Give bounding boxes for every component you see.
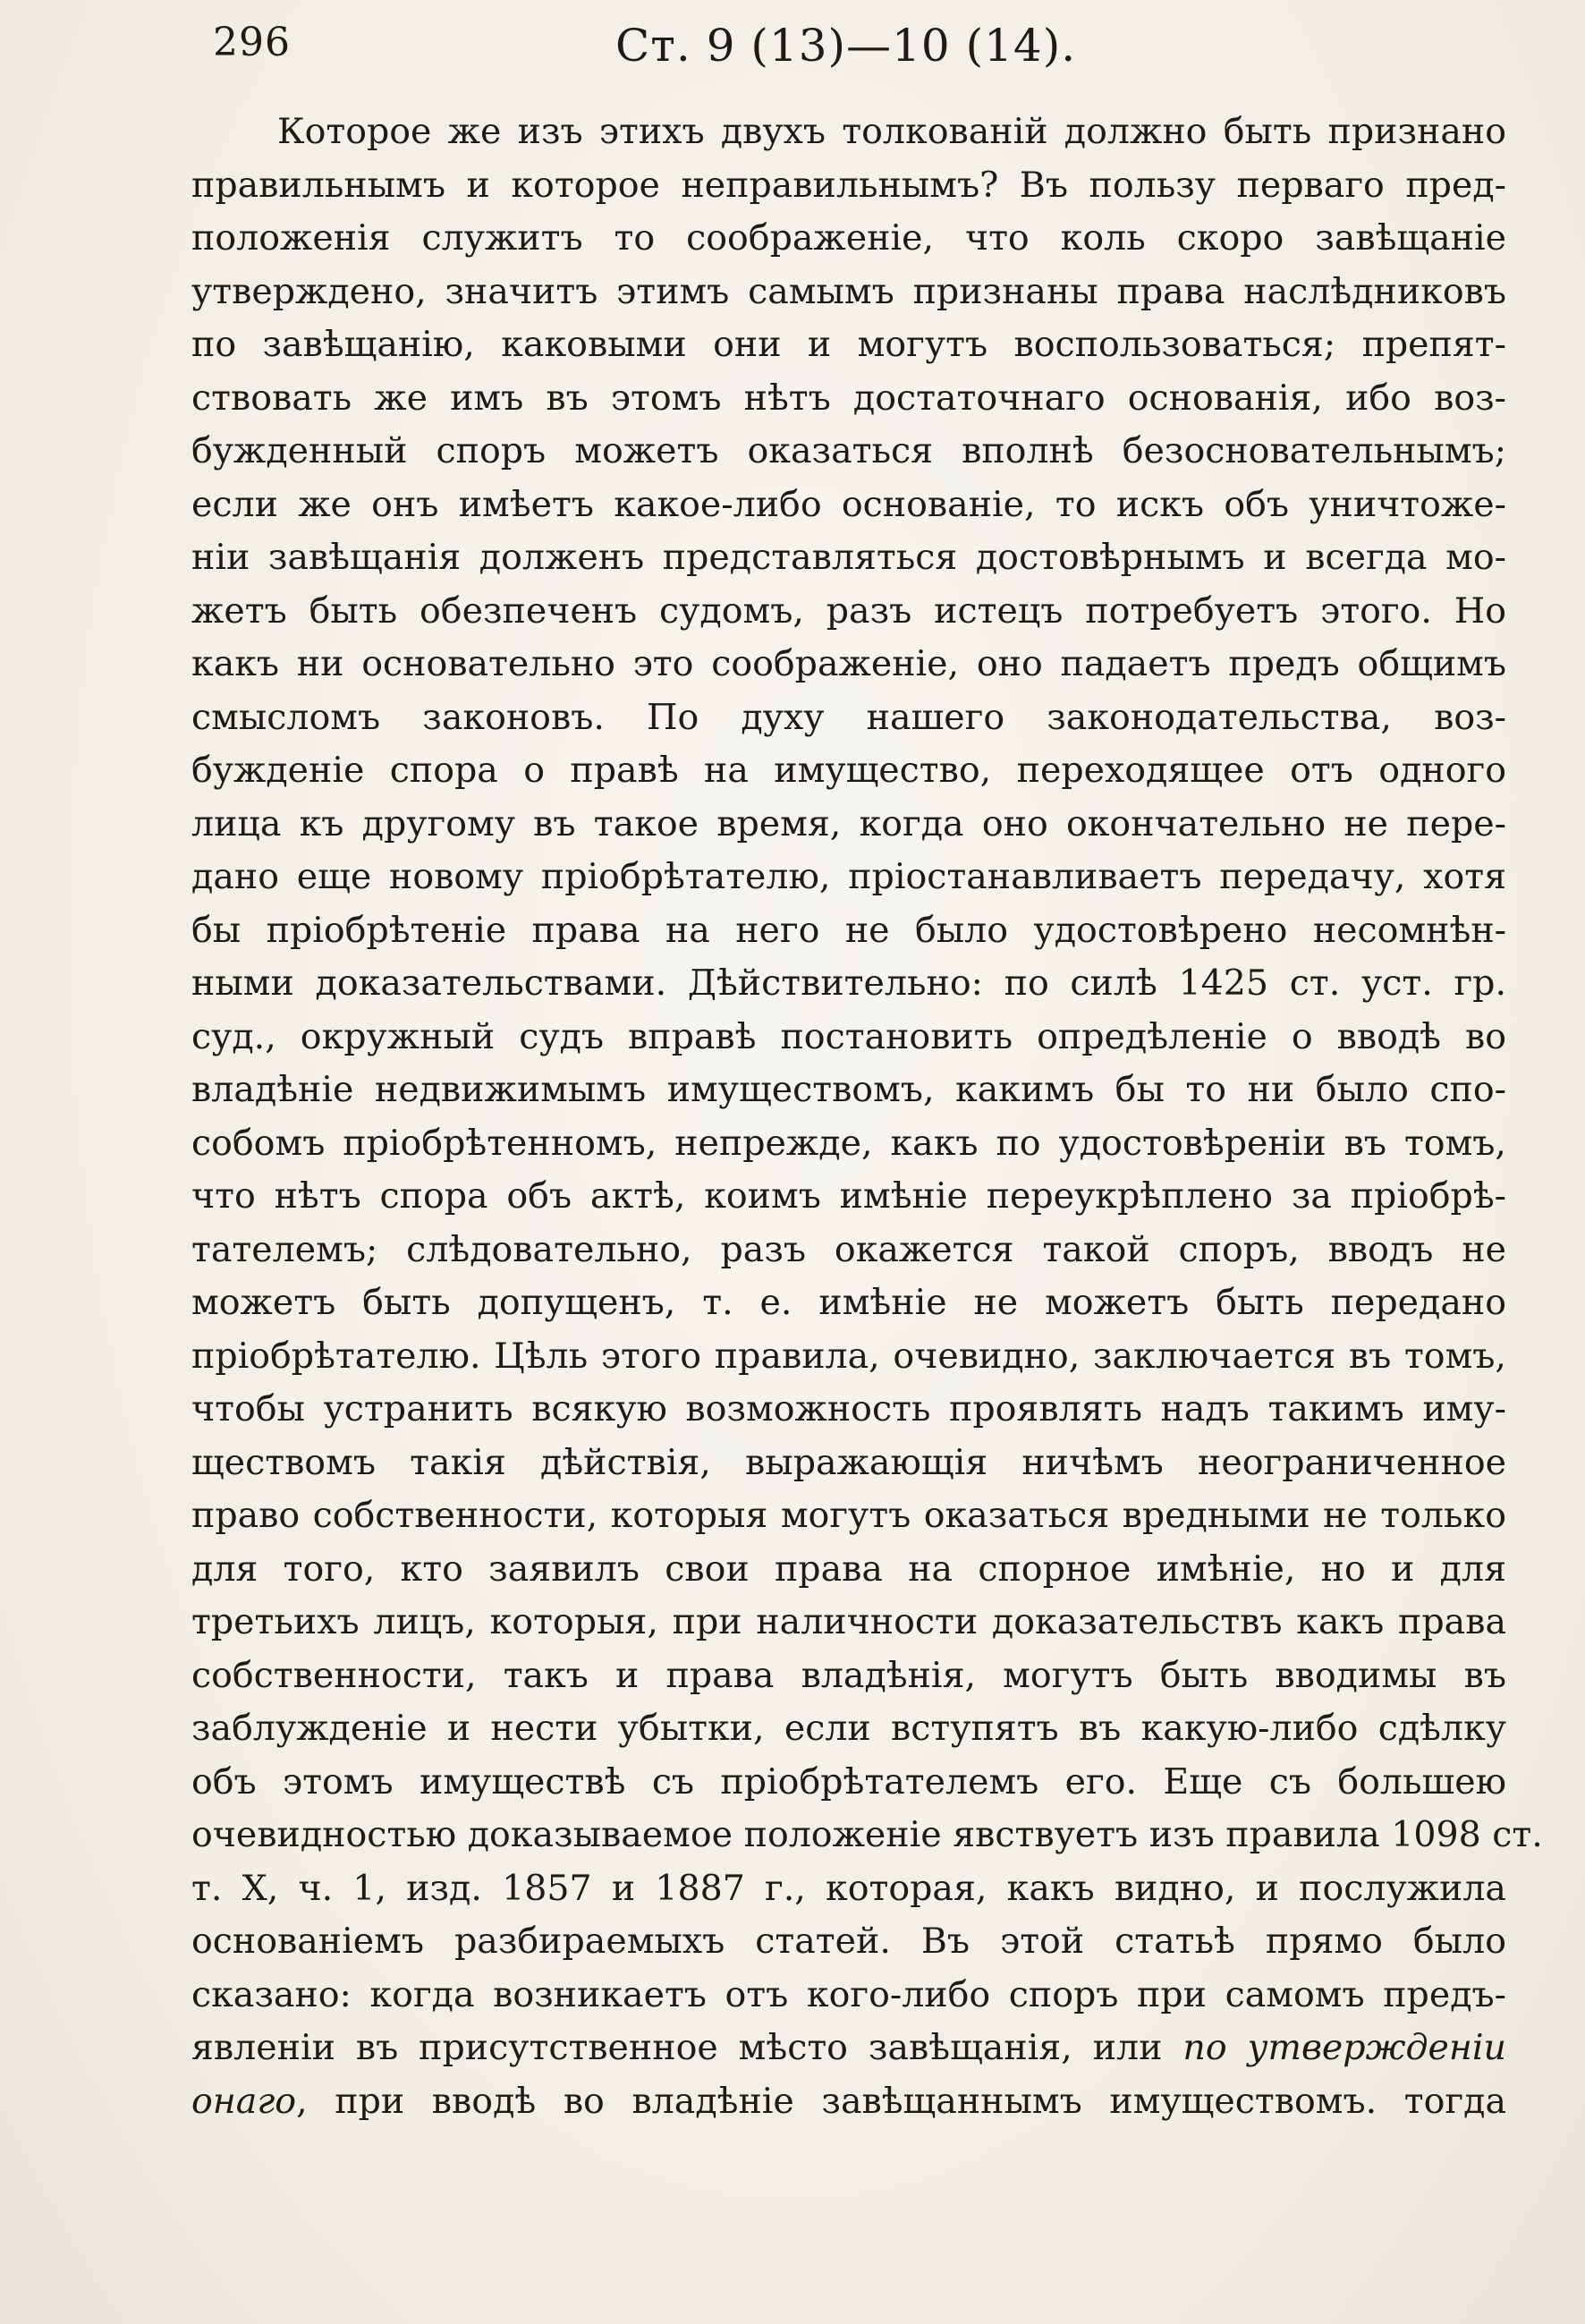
- text-run: бужденіе спора о правѣ на имущество, переходящее отъ одного: [191, 750, 1506, 791]
- text-run: лица къ другому въ такое время, когда оно окончательно не пере-: [191, 802, 1506, 844]
- text-line: [191, 1650, 1506, 1703]
- text-line: [191, 1543, 1506, 1597]
- text-line: [191, 2022, 1506, 2075]
- running-title: Ст. 9 (13)—10 (14).: [615, 20, 1077, 72]
- text-run: право собственности, которыя могутъ оказаться вредными не только: [191, 1495, 1506, 1536]
- text-run: бужденный споръ можетъ оказаться вполнѣ безосновательнымъ;: [191, 430, 1506, 471]
- text-run: третьихъ лицъ, которыя, при наличности доказательствъ какъ права: [191, 1601, 1506, 1642]
- text-run: пріобрѣтателю. Цѣль этого правила, очевидно, заключается въ томъ,: [191, 1335, 1506, 1377]
- text-run: сказано: когда возникаетъ отъ кого-либо споръ при самомъ предъ-: [191, 1973, 1506, 2015]
- text-line: [191, 372, 1506, 426]
- text-line: [191, 1064, 1506, 1117]
- text-line: [191, 585, 1506, 639]
- text-line: [191, 798, 1506, 852]
- text-run: т. X, ч. 1, изд. 1857 и 1887 г., которая, какъ видно, и послужила: [191, 1867, 1506, 1909]
- text-run: ніи завѣщанія долженъ представляться достовѣрнымъ и всегда мо-: [191, 537, 1506, 578]
- text-line: [191, 2075, 1506, 2129]
- text-run: утверждено, значитъ этимъ самымъ признаны права наслѣдниковъ: [191, 270, 1506, 312]
- text-line: [191, 1862, 1506, 1916]
- text-run: ствовать же имъ въ этомъ нѣтъ достаточнаго основанія, ибо воз-: [191, 377, 1506, 419]
- text-run: явленіи въ присутственное мѣсто завѣщанія, или: [191, 2027, 1183, 2068]
- text-line: [191, 1011, 1506, 1064]
- text-line: [191, 691, 1506, 745]
- text-run: собственности, такъ и права владѣнія, могутъ быть вводимы въ: [191, 1654, 1506, 1696]
- text-run: тателемъ; слѣдовательно, разъ окажется такой споръ, вводъ не: [191, 1228, 1506, 1270]
- text-line: [191, 212, 1506, 266]
- text-run: суд., окружный судъ вправѣ постановить опредѣленіе о вводѣ во: [191, 1015, 1506, 1057]
- text-run: для того, кто заявилъ свои права на спорное имѣніе, но и для: [191, 1548, 1506, 1590]
- text-run: смысломъ законовъ. По духу нашего законодательства, воз-: [191, 696, 1506, 738]
- text-run: заблужденіе и нести убытки, если вступятъ въ какую-либо сдѣлку: [191, 1708, 1506, 1749]
- italic-text-run: онаго: [191, 2080, 297, 2122]
- text-run: , при вводѣ во владѣніе завѣщаннымъ имуществомъ. тогда: [296, 2080, 1506, 2122]
- text-line: [191, 1383, 1506, 1437]
- text-line: [191, 1969, 1506, 2023]
- text-run: ными доказательствами. Дѣйствительно: по силѣ 1425 ст. уст. гр.: [191, 963, 1506, 1004]
- text-run: чтобы устранить всякую возможность проявлять надъ такимъ иму-: [191, 1388, 1506, 1429]
- page-number: 296: [213, 20, 291, 65]
- text-line: [191, 957, 1506, 1011]
- text-line: [191, 106, 1506, 159]
- text-line: [191, 638, 1506, 691]
- text-run: владѣніе недвижимымъ имуществомъ, какимъ бы то ни было спо-: [191, 1069, 1506, 1110]
- italic-text-run: по утвержденіи: [1182, 2027, 1506, 2068]
- text-run: дано еще новому пріобрѣтателю, пріостанавливаетъ передачу, хотя: [191, 856, 1506, 897]
- text-line: [191, 1117, 1506, 1171]
- text-line: [191, 531, 1506, 585]
- text-run: Которое же изъ этихъ двухъ толкованій должно быть признано: [277, 111, 1506, 152]
- text-run: собомъ пріобрѣтенномъ, непрежде, какъ по удостовѣреніи въ томъ,: [191, 1122, 1506, 1164]
- text-line: [191, 1437, 1506, 1490]
- page-header: [213, 20, 1510, 82]
- text-line: [191, 479, 1506, 532]
- text-run: бы пріобрѣтеніе права на него не было удостовѣрено несомнѣн-: [191, 909, 1506, 951]
- text-run: основаніемъ разбираемыхъ статей. Въ этой статьѣ прямо было: [191, 1921, 1506, 1962]
- text-line: [191, 851, 1506, 904]
- text-run: очевидностью доказываемое положеніе явствуетъ изъ правила 1098 ст.: [191, 1814, 1543, 1855]
- text-line: [191, 1277, 1506, 1330]
- text-run: правильнымъ и которое неправильнымъ? Въ пользу перваго пред-: [191, 164, 1506, 206]
- text-run: что нѣтъ спора объ актѣ, коимъ имѣніе переукрѣплено за пріобрѣ-: [191, 1175, 1506, 1217]
- body-paragraph: [191, 106, 1543, 2128]
- text-line: [191, 159, 1506, 213]
- text-run: жетъ быть обезпеченъ судомъ, разъ истецъ потребуетъ этого. Но: [191, 589, 1506, 632]
- text-line: [191, 904, 1506, 958]
- text-line: [191, 1702, 1506, 1756]
- text-run: можетъ быть допущенъ, т. е. имѣніе не можетъ быть передано: [191, 1282, 1506, 1323]
- text-line: [191, 425, 1506, 479]
- text-line: [191, 1756, 1506, 1810]
- text-run: если же онъ имѣетъ какое-либо основаніе, то искъ объ уничтоже-: [191, 483, 1506, 525]
- text-run: положенія служитъ то соображеніе, что коль скоро завѣщаніе: [191, 217, 1506, 259]
- text-line: [191, 1809, 1543, 1862]
- text-line: [191, 744, 1506, 798]
- text-line: [191, 318, 1506, 372]
- text-line: [191, 1330, 1506, 1384]
- text-run: ществомъ такія дѣйствія, выражающія ничѣмъ неограниченное: [191, 1441, 1506, 1483]
- text-line: [191, 266, 1506, 319]
- text-line: [191, 1170, 1506, 1224]
- text-line: [191, 1489, 1506, 1543]
- text-run: по завѣщанію, каковыми они и могутъ воспользоваться; препят-: [191, 324, 1506, 365]
- text-run: какъ ни основательно это соображеніе, оно падаетъ предъ общимъ: [191, 643, 1506, 684]
- text-line: [191, 1224, 1506, 1277]
- text-run: объ этомъ имуществѣ съ пріобрѣтателемъ его. Еще съ большею: [191, 1760, 1506, 1802]
- text-line: [191, 1915, 1506, 1969]
- text-line: [191, 1596, 1506, 1650]
